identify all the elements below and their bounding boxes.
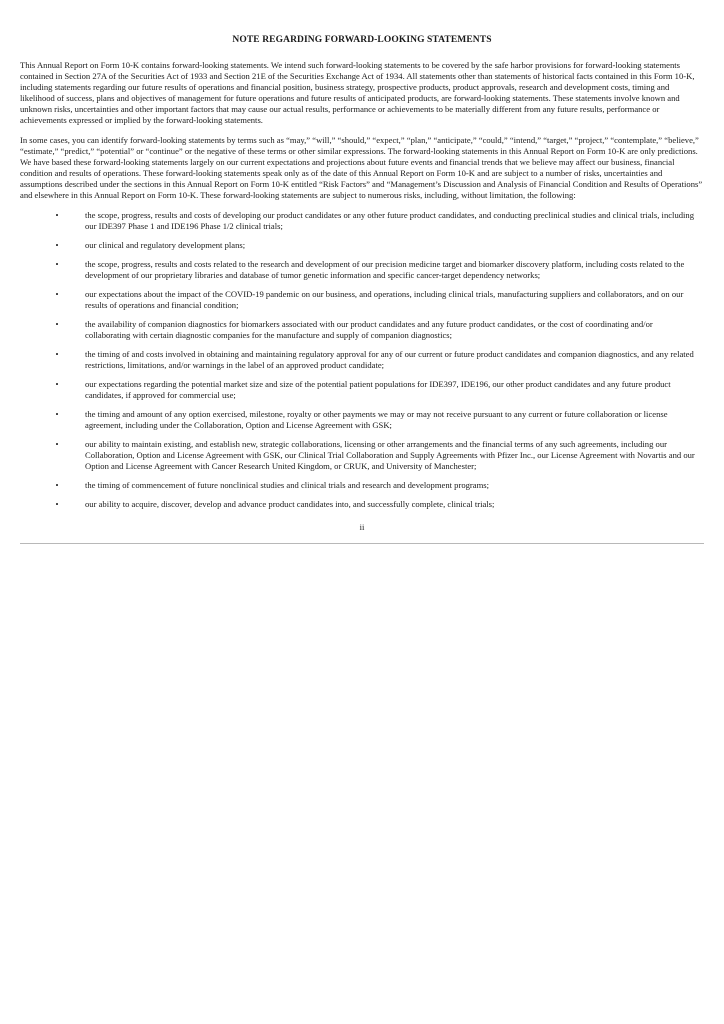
list-item-text: the scope, progress, results and costs of developing our product candidates or any other future product candidates, and conducting preclinical studies and clinical trials, including our IDE397 Phase 1 and IDE196 Phase 1/2 clinical trials; — [85, 210, 695, 231]
list-item — [20, 319, 704, 341]
risk-list — [20, 210, 704, 510]
list-item — [20, 379, 704, 401]
list-item — [20, 259, 704, 281]
paragraph-intro: This Annual Report on Form 10-K contains forward-looking statements. We intend such forward-looking statements to be covered by the safe harbor provisions for forward-looking statements contained in Section 27A of the Securities Act of 1933 and Section 21E of the Securities Exchange Act of 1934. All statements other than statements of historical facts contained in this Form 10-K, including statements regarding our future results of operations and financial position, business strategy, prospective products, product approvals, research and development costs, timing and likelihood of success, plans and objectives of management for future operations and future results of anticipated products, are forward-looking statements. These statements involve known and unknown risks, uncertainties and other important factors that may cause our actual results, performance or achievements to be materially different from any future results, performance or achievements expressed or implied by the forward-looking statements. — [20, 60, 695, 125]
paragraph-identification: In some cases, you can identify forward-looking statements by terms such as “may,” “will,” “should,” “expect,” “plan,” “anticipate,” “could,” “intend,” “target,” “project,” “contemplate,” “believe,” “estimate,” “predict,” “potential” or “continue” or the negative of these terms or other similar expressions. The forward-looking statements in this Annual Report on Form 10-K are only predictions. We have based these forward-looking statements largely on our current expectations and projections about future events and financial trends that we believe may affect our business, financial condition and results of operations. These forward-looking statements speak only as of the date of this Annual Report on Form 10-K and are subject to a number of risks, uncertainties and assumptions described under the sections in this Annual Report on Form 10-K entitled “Risk Factors” and “Management’s Discussion and Analysis of Financial Condition and Results of Operations” and elsewhere in this Annual Report on Form 10-K. These forward-looking statements are subject to numerous risks, including, without limitation, the following: — [20, 135, 703, 200]
list-item — [20, 439, 704, 472]
list-item — [20, 240, 704, 251]
bullet-icon: • — [55, 319, 59, 329]
list-item-text: our clinical and regulatory development plans; — [85, 240, 246, 250]
list-item-text: the scope, progress, results and costs related to the research and development of our precision medicine target and biomarker discovery platform, including costs related to the development of our proprietary libraries and database of tumor genetic information and specific cancer-target dependency networks; — [85, 259, 685, 280]
bullet-icon: • — [55, 409, 59, 419]
bullet-icon: • — [55, 480, 59, 490]
bullet-icon: • — [55, 379, 59, 389]
list-item — [20, 409, 704, 431]
list-item — [20, 499, 704, 510]
page-divider — [20, 543, 704, 544]
list-item — [20, 349, 704, 371]
list-item-text: our ability to acquire, discover, develop and advance product candidates into, and successfully complete, clinical trials; — [85, 499, 495, 509]
page-title: NOTE REGARDING FORWARD-LOOKING STATEMENTS — [232, 35, 492, 45]
list-item-text: the availability of companion diagnostics for biomarkers associated with our product candidates and any future product candidates, or the cost of coordinating and/or collaborating with certain diagnostic companies for the manufacture and supply of companion diagnostics; — [85, 319, 653, 340]
page-number: ii — [359, 522, 365, 532]
list-item-text: our expectations regarding the potential market size and size of the potential patient populations for IDE397, IDE196, our other product candidates and any future product candidates, if approved for commercial use; — [85, 379, 671, 400]
bullet-icon: • — [55, 289, 59, 299]
bullet-icon: • — [55, 499, 59, 509]
list-item-text: our ability to maintain existing, and establish new, strategic collaborations, licensing or other arrangements and the financial terms of any such agreements, including our Collaboration, Option and License Agreement with GSK, our Clinical Trial Collaboration and Supply Agreements with Pfizer Inc., our License Agreement with Novartis and our Option and License Agreement with Cancer Research United Kingdom, or CRUK, and University of Manchester; — [85, 439, 695, 471]
list-item — [20, 289, 704, 311]
list-item-text: the timing of and costs involved in obtaining and maintaining regulatory approval for any of our current or future product candidates and companion diagnostics, and any related restrictions, limitations, and/or warnings in the label of an approved product candidate; — [85, 349, 694, 370]
list-item-text: our expectations about the impact of the COVID-19 pandemic on our business, and operations, including clinical trials, manufacturing suppliers and collaborators, and on our results of operations and financial condition; — [85, 289, 684, 310]
bullet-icon: • — [55, 439, 59, 449]
list-item-text: the timing and amount of any option exercised, milestone, royalty or other payments we may or may not receive pursuant to any current or future collaboration or license agreement, including under the Collaboration, Option and License Agreement with GSK; — [85, 409, 668, 430]
list-item — [20, 210, 704, 232]
bullet-icon: • — [55, 210, 59, 220]
bullet-icon: • — [55, 240, 59, 250]
bullet-icon: • — [55, 259, 59, 269]
list-item-text: the timing of commencement of future nonclinical studies and clinical trials and research and development programs; — [85, 480, 490, 490]
list-item — [20, 480, 704, 491]
bullet-icon: • — [55, 349, 59, 359]
